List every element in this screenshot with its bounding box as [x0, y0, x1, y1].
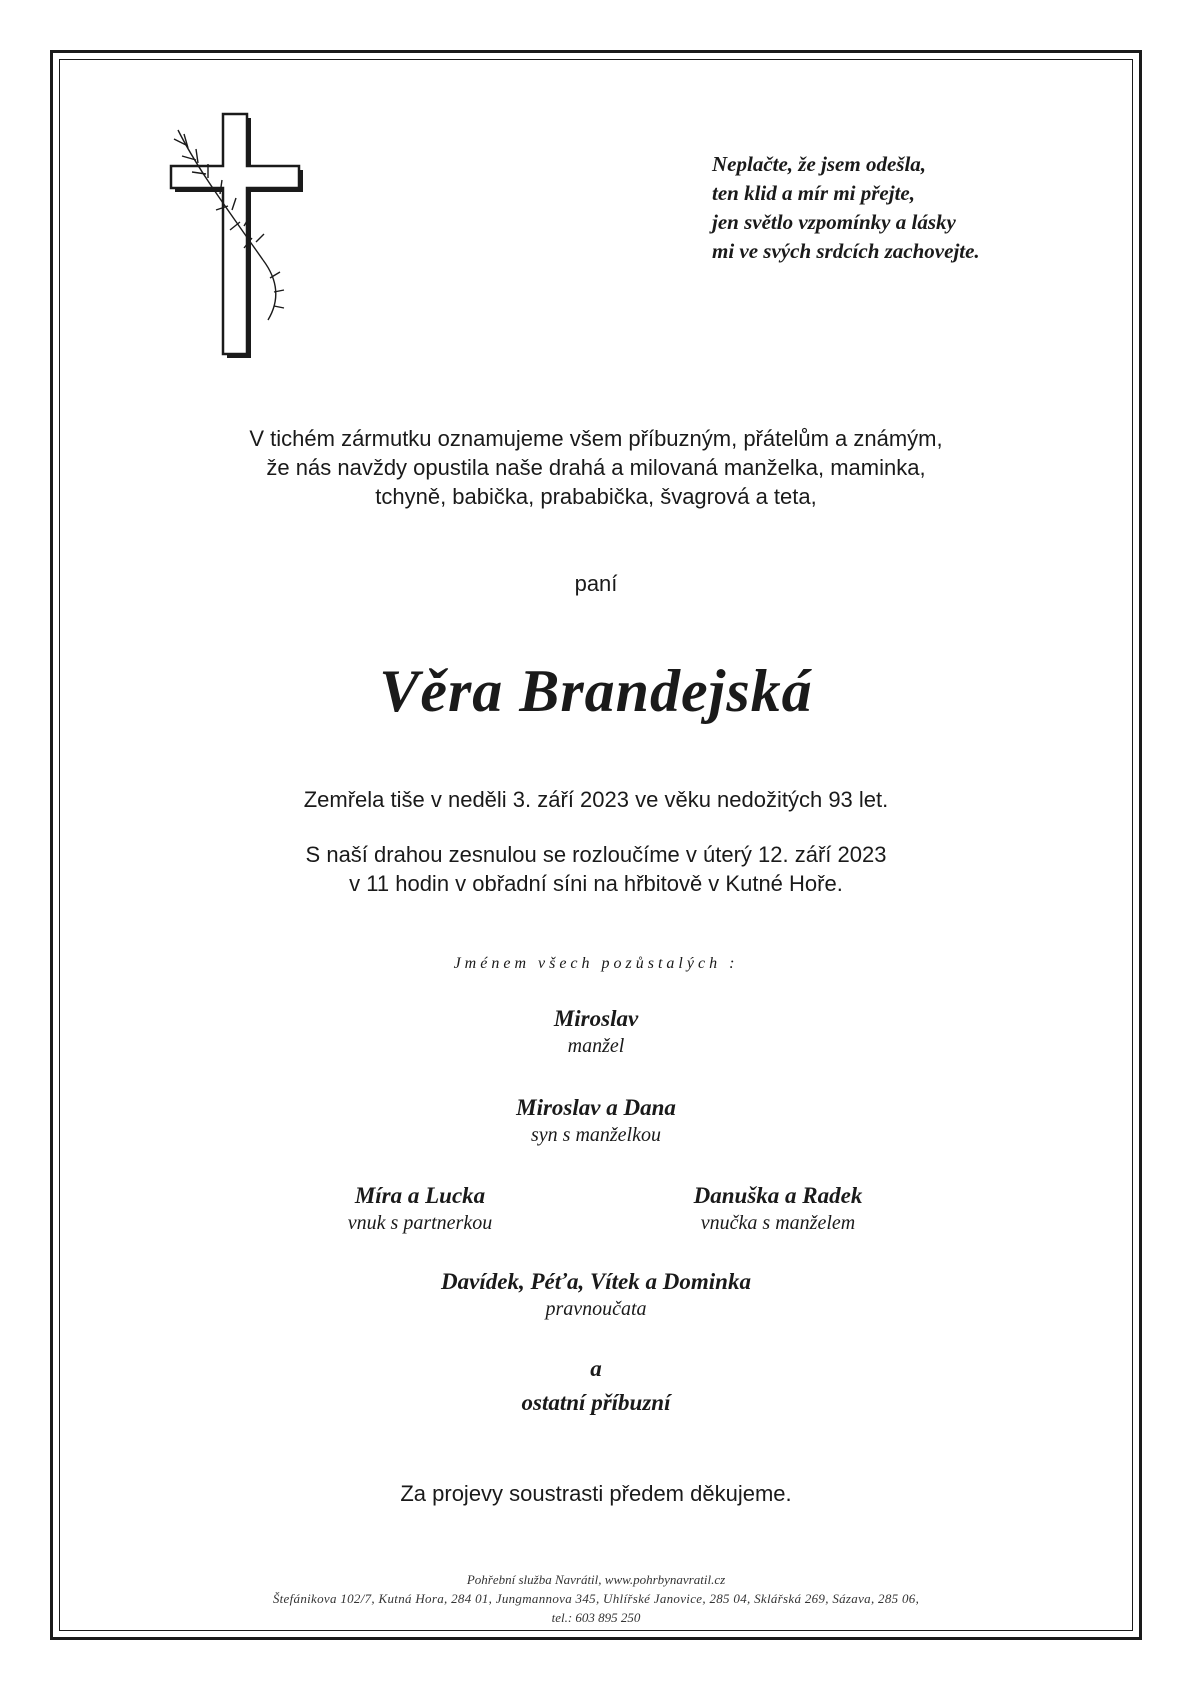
poem-line: ten klid a mír mi přejte,: [712, 181, 915, 205]
announcement-line: tchyně, babička, prababička, švagrová a teta,: [375, 484, 817, 509]
relative-name: Miroslav: [553, 1006, 639, 1031]
other-relatives: [59, 1355, 1133, 1417]
relative-name: Miroslav a Dana: [516, 1095, 676, 1120]
relative-entry: [618, 1182, 938, 1236]
relative-entry: [59, 1268, 1133, 1322]
conjunction: a: [590, 1356, 602, 1381]
poem-line: Neplačte, že jsem odešla,: [712, 152, 927, 176]
relative-name: Míra a Lucka: [354, 1183, 486, 1208]
footer-phone: tel.: 603 895 250: [551, 1610, 641, 1625]
poem-line: mi ve svých srdcích zachovejte.: [712, 239, 980, 263]
announcement-line: V tichém zármutku oznamujeme všem příbuzným, přátelům a známým,: [249, 426, 943, 451]
funeral-service-footer: [59, 1570, 1133, 1627]
poem: [712, 150, 1032, 266]
relative-role: vnuk s partnerkou: [347, 1212, 493, 1234]
footer-address: Štefánikova 102/7, Kutná Hora, 284 01, Jungmannova 345, Uhlířské Janovice, 285 04, Sklářská 269, Sázava, 285 06,: [272, 1591, 920, 1606]
ceremony-line: S naší drahou zesnulou se rozloučíme v úterý 12. září 2023: [305, 842, 887, 867]
relative-role: vnučka s manželem: [700, 1212, 856, 1234]
relative-name: Danuška a Radek: [693, 1183, 863, 1208]
relative-role: syn s manželkou: [531, 1124, 661, 1146]
deceased-name: Věra Brandejská: [379, 658, 813, 724]
relative-entry: [59, 1005, 1133, 1059]
relative-entry: [59, 1094, 1133, 1148]
on-behalf-heading: Jménem všech pozůstalých :: [453, 955, 739, 972]
announcement-line: že nás navždy opustila naše drahá a milovaná manželka, maminka,: [266, 455, 926, 480]
other-relatives-label: ostatní příbuzní: [521, 1390, 671, 1415]
ceremony-info: [59, 840, 1133, 898]
relative-name: Davídek, Péťa, Vítek a Dominka: [441, 1269, 751, 1294]
cross-with-palm-branch-icon: [168, 110, 318, 360]
poem-line: jen světlo vzpomínky a lásky: [712, 210, 956, 234]
ceremony-line: v 11 hodin v obřadní síni na hřbitově v Kutné Hoře.: [349, 871, 843, 896]
relative-role: manžel: [567, 1035, 625, 1057]
death-info: Zemřela tiše v neděli 3. září 2023 ve věku nedožitých 93 let.: [303, 787, 889, 812]
footer-line: Pohřební služba Navrátil, www.pohrbynavratil.cz: [466, 1572, 726, 1587]
announcement: [59, 424, 1133, 511]
relative-entry: [260, 1182, 580, 1236]
relative-role: pravnoučata: [545, 1298, 647, 1320]
thanks-note: Za projevy soustrasti předem děkujeme.: [400, 1481, 792, 1506]
honorific: paní: [574, 571, 618, 596]
